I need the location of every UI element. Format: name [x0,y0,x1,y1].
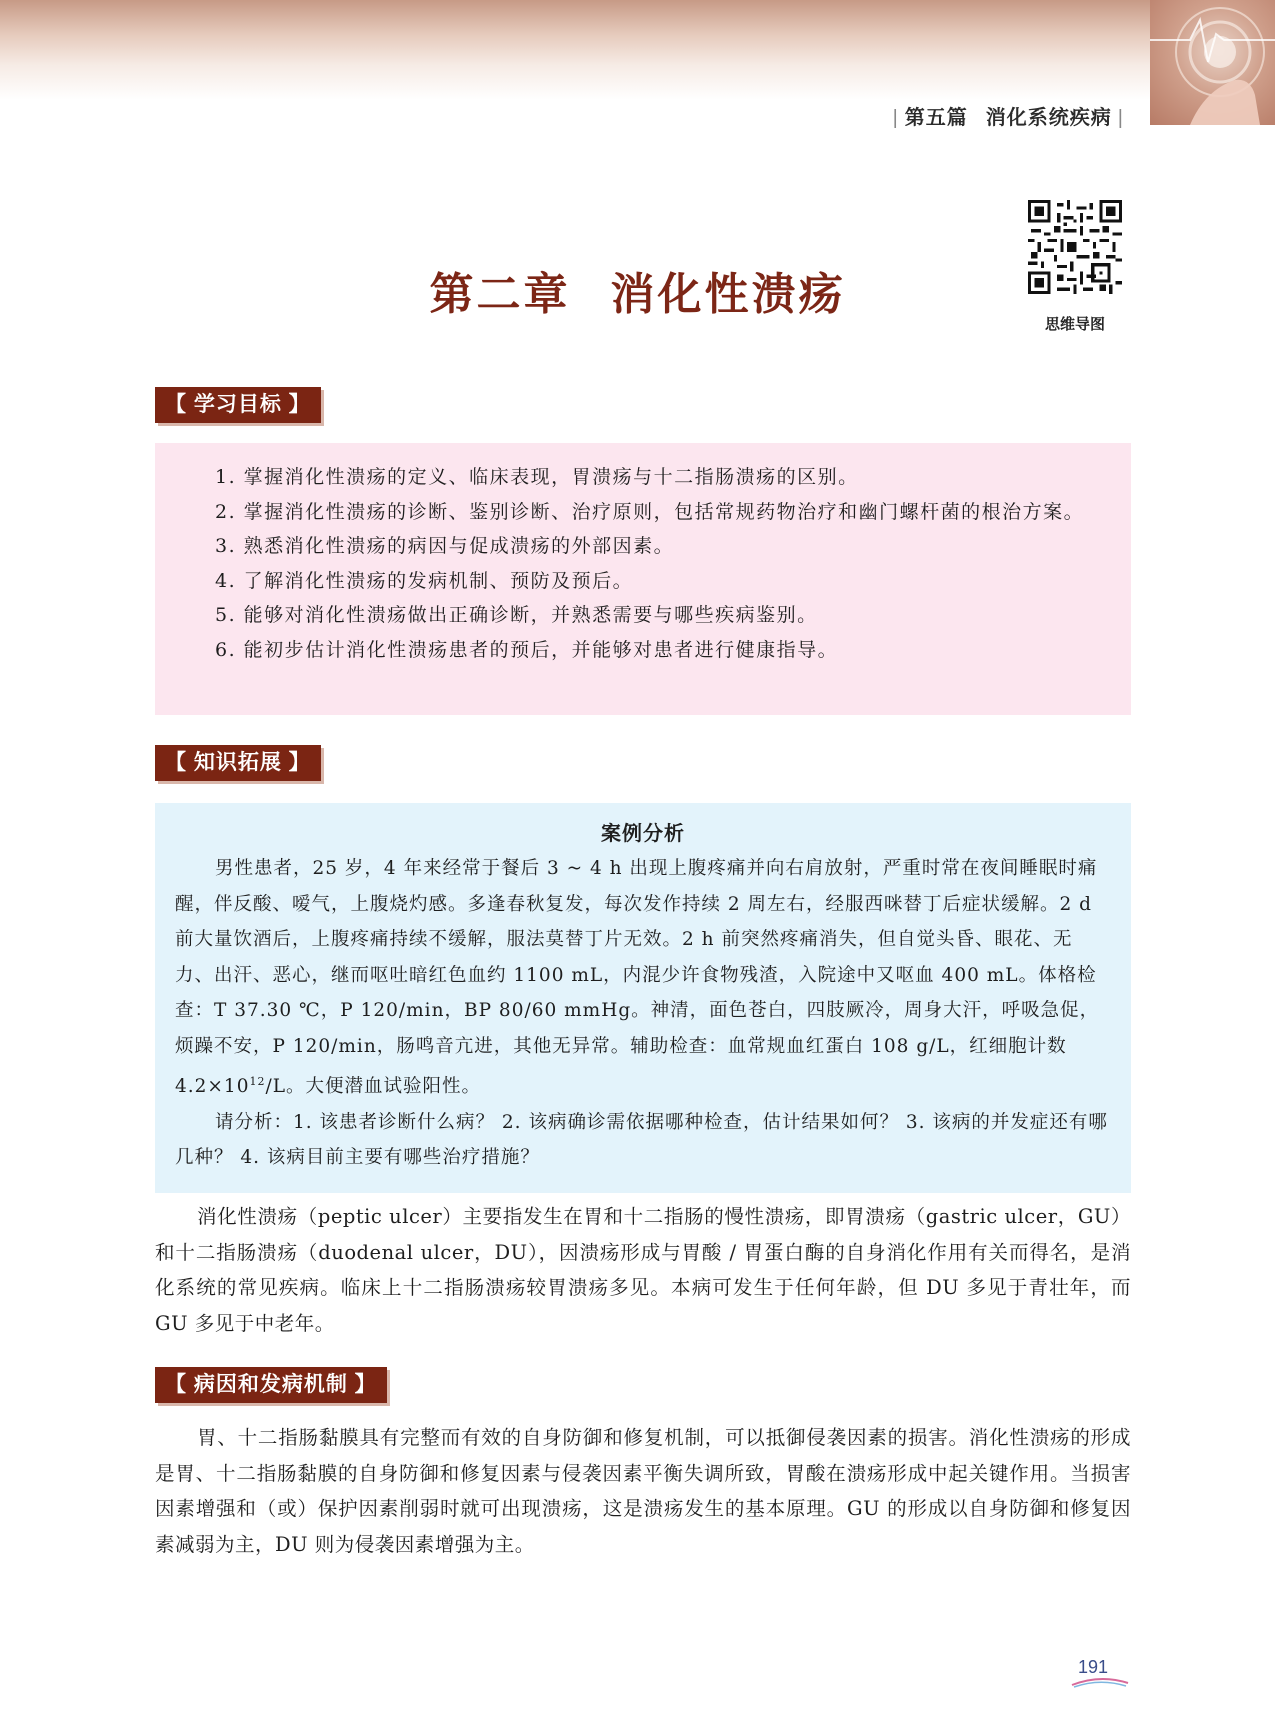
objective-item: 6. 能初步估计消化性溃疡患者的预后，并能够对患者进行健康指导。 [215,638,839,661]
etiology-paragraph: 胃、十二指肠黏膜具有完整而有效的自身防御和修复机制，可以抵御侵袭因素的损害。消化性溃疡的形成是胃、十二指肠黏膜的自身防御和修复因素与侵袭因素平衡失调所致，胃酸在溃疡形成中起关键作用。当损害因素增强和（或）保护因素削弱时就可出现溃疡，这是溃疡发生的基本原理。GU 的形成以自身防御和修复因素减弱为主，DU 则为侵袭因素增强为主。 [155,1426,1131,1556]
stethoscope-heart-image [1150,0,1275,125]
objectives-box [155,443,1131,715]
running-header: | 第五篇 消化系统疾病 | [892,107,1124,129]
intro-paragraph: 消化性溃疡（peptic ulcer）主要指发生在胃和十二指肠的慢性溃疡，即胃溃疡（gastric ulcer，GU）和十二指肠溃疡（duodenal ulcer，DU），因溃疡形成与胃酸 / 胃蛋白酶的自身消化作用有关而得名，是消化系统的常见疾病。临床上十二指肠溃疡较胃溃疡多见。本病可发生于任何年龄，但 DU 多见于青壮年，而 GU 多见于中老年。 [155,1205,1131,1335]
header-part-title: 消化系统疾病 [985,107,1112,129]
qr-caption: 思维导图 [1044,316,1105,333]
qr-code [1028,200,1122,294]
page-number-swoosh [1070,1676,1130,1688]
objective-item: 2. 掌握消化性溃疡的诊断、鉴别诊断、治疗原则，包括常规药物治疗和幽门螺杆菌的根治方案。 [215,500,1085,523]
case-analysis-box [155,803,1131,1193]
chapter-number: 第二章 [429,269,571,320]
case-title: 案例分析 [601,823,685,845]
section-tag-objectives: 【 学习目标 】 [155,387,321,423]
case-questions: 请分析：1. 该患者诊断什么病？ 2. 该病确诊需依据哪种检查，估计结果如何？ 3. 该病的并发症还有哪几种？ 4. 该病目前主要有哪些治疗措施？ [175,1111,1108,1169]
page-number: 191 [1078,1657,1109,1677]
objective-item: 5. 能够对消化性溃疡做出正确诊断，并熟悉需要与哪些疾病鉴别。 [215,604,818,626]
case-description: 男性患者，25 岁，4 年来经常于餐后 3 ~ 4 h 出现上腹疼痛并向右肩放射，严重时常在夜间睡眠时痛醒，伴反酸、嗳气，上腹烧灼感。多逢春秋复发，每次发作持续 2 周左右，经服西咪替丁后症状缓解。2 d 前大量饮酒后，上腹疼痛持续不缓解，服法莫替丁片无效。2 h 前突然疼痛消失，但自觉头昏、眼花、无力、出汗、恶心，继而呕吐暗红色血约 1100 mL，内混少许食物残渣，入院途中又呕血 400 mL。体格检查：T 37.30 ℃，P 120/min，BP 80/60 mmHg。神清，面色苍白，四肢厥冷，周身大汗，呼吸急促，烦躁不安，P 120/min，肠鸣音亢进，其他无异常。辅助检查：血常规血红蛋白 108 g/L，红细胞计数 $4.2\times 10^{12}/L$。大便潜血试验阳性。 [175,858,1100,1098]
header-part: 第五篇 [904,107,968,129]
objective-item: 1. 掌握消化性溃疡的定义、临床表现，胃溃疡与十二指肠溃疡的区别。 [215,466,859,488]
chapter-name: 消化性溃疡 [610,269,846,320]
objective-item: 3. 熟悉消化性溃疡的病因与促成溃疡的外部因素。 [215,535,675,557]
top-decorative-band [0,0,1275,100]
section-tag-expansion: 【 知识拓展 】 [155,745,321,781]
objective-item: 4. 了解消化性溃疡的发病机制、预防及预后。 [215,569,634,592]
section-tag-etiology: 【 病因和发病机制 】 [155,1367,387,1403]
